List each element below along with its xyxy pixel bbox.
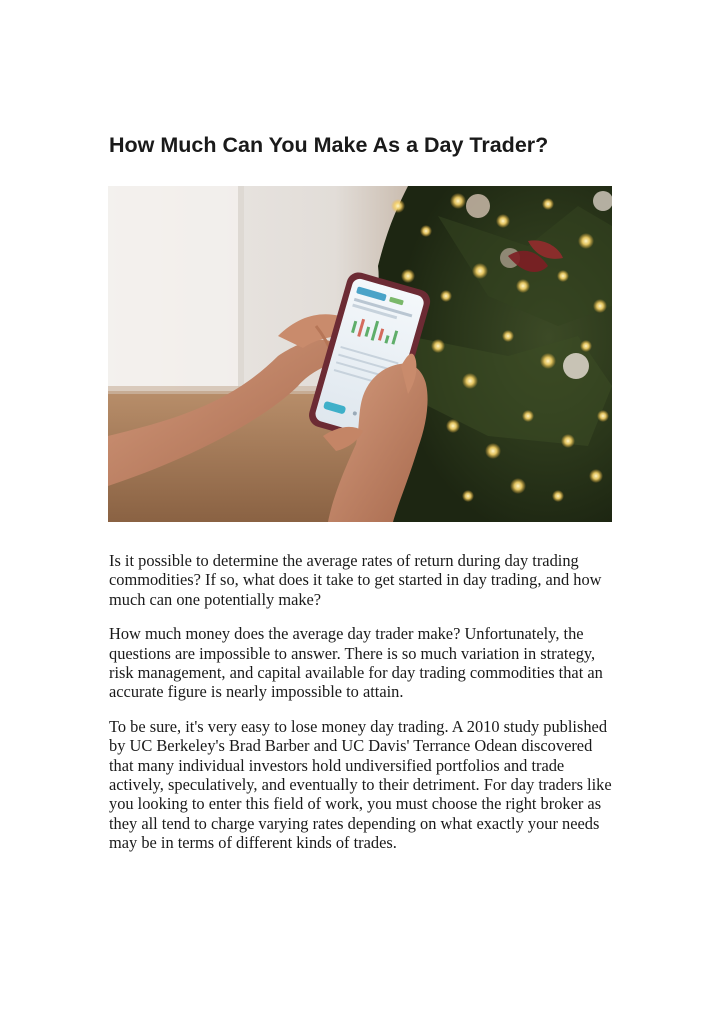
paragraph-1: Is it possible to determine the average rates of return during day trading commodities? If so, what does it take to get started in day trading, and how much can one potentially make? [109,551,602,609]
hero-image [108,186,612,522]
smartphone-trading-app-christmas-tree-photo-icon [108,186,612,522]
article-title: How Much Can You Make As a Day Trader? [109,133,549,157]
article-body [109,551,614,868]
paragraph-3: To be sure, it's very easy to lose money day trading. A 2010 study published by UC Berkeley's Brad Barber and UC Davis' Terrance Odean discovered that many individual investors hold undiversified portfolios and trade actively, speculatively, and eventually to their detriment. For day traders like you looking to enter this field of work, you must choose the right broker as they all tend to charge varying rates depending on what exactly your needs may be in terms of different kinds of trades. [109,716,612,853]
paragraph-2: How much money does the average day trader make? Unfortunately, the questions are impossible to answer. There is so much variation in strategy, risk management, and capital available for day trading commodities that an accurate figure is nearly impossible to attain. [109,624,603,702]
